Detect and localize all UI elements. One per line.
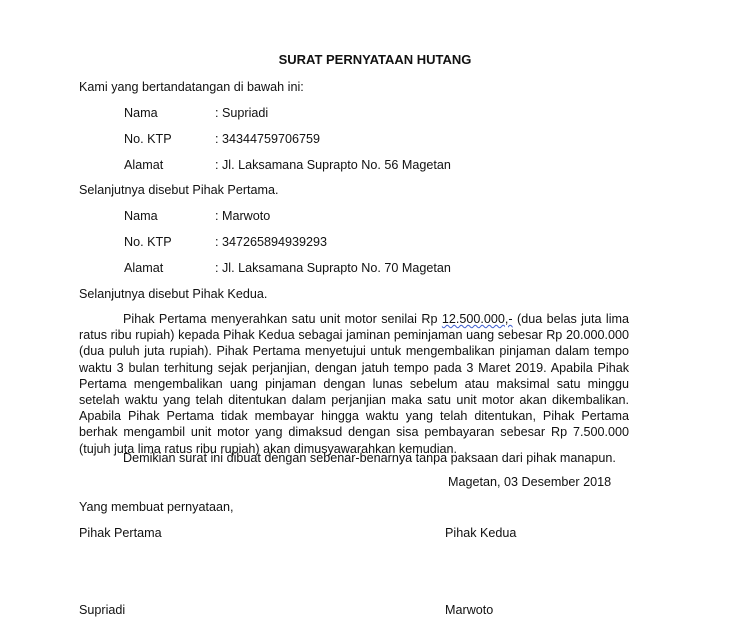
party1-alamat-value: : Jl. Laksamana Suprapto No. 56 Magetan <box>215 158 451 172</box>
party2-ktp-value: : 347265894939293 <box>215 235 328 249</box>
signature-left-role: Pihak Pertama <box>79 526 162 540</box>
body-text-part2: (dua belas juta lima ratus ribu rupiah) kepada Pihak Kedua sebagai jaminan peminjaman uang sebesar Rp 20.000.000 (dua puluh juta rupiah). Pihak Pertama menyetujui untuk mengembalikan pinjaman dalam tempo waktu 3 bulan terhitung sejak perjanjian, dengan jatuh tempo pada 3 Maret 2019. Apabila Pihak Pertama mengembalikan uang pinjaman dengan lunas sebelum atau maksimal satu minggu setelah waktu yang telah ditentukan dalam perjanjian maka satu unit motor akan dikembalikan. Apabila Pihak Pertama tidak membayar hingga waktu yang telah ditentukan, Pihak Pertama berhak mengambil unit motor yang dimaksud dengan sisa pembayaran sebesar Rp 7.500.000 (tujuh juta lima ratus ribu rupiah) akan dimusyawarahkan kemudian. <box>79 312 629 456</box>
document-title: SURAT PERNYATAAN HUTANG <box>278 52 472 67</box>
amount-text: 12.500.000,- <box>441 312 513 326</box>
party2-nama-value: : Marwoto <box>215 209 271 223</box>
party2-alamat-value: : Jl. Laksamana Suprapto No. 70 Magetan <box>215 261 451 275</box>
party1-ktp-label: No. KTP <box>124 132 172 146</box>
signature-left-name: Supriadi <box>79 603 126 617</box>
party1-alamat-label: Alamat <box>124 158 164 172</box>
party2-designation: Selanjutnya disebut Pihak Kedua. <box>79 287 268 301</box>
closing-statement: Demikian surat ini dibuat dengan sebenar-benarnya tanpa paksaan dari pihak manapun. <box>123 451 616 465</box>
maker-label: Yang membuat pernyataan, <box>79 500 234 514</box>
place-date: Magetan, 03 Desember 2018 <box>448 475 612 489</box>
party1-designation: Selanjutnya disebut Pihak Pertama. <box>79 183 279 197</box>
intro-text: Kami yang bertandatangan di bawah ini: <box>79 80 304 94</box>
party1-nama-value: : Supriadi <box>215 106 269 120</box>
party1-nama-label: Nama <box>124 106 158 120</box>
party1-ktp-value: : 34344759706759 <box>215 132 321 146</box>
party2-nama-label: Nama <box>124 209 158 223</box>
body-text-part1: Pihak Pertama menyerahkan satu unit motor senilai Rp <box>123 312 442 326</box>
body-paragraph <box>79 311 629 457</box>
signature-right-name: Marwoto <box>445 603 494 617</box>
party2-ktp-label: No. KTP <box>124 235 172 249</box>
party2-alamat-label: Alamat <box>124 261 164 275</box>
signature-right-role: Pihak Kedua <box>445 526 517 540</box>
